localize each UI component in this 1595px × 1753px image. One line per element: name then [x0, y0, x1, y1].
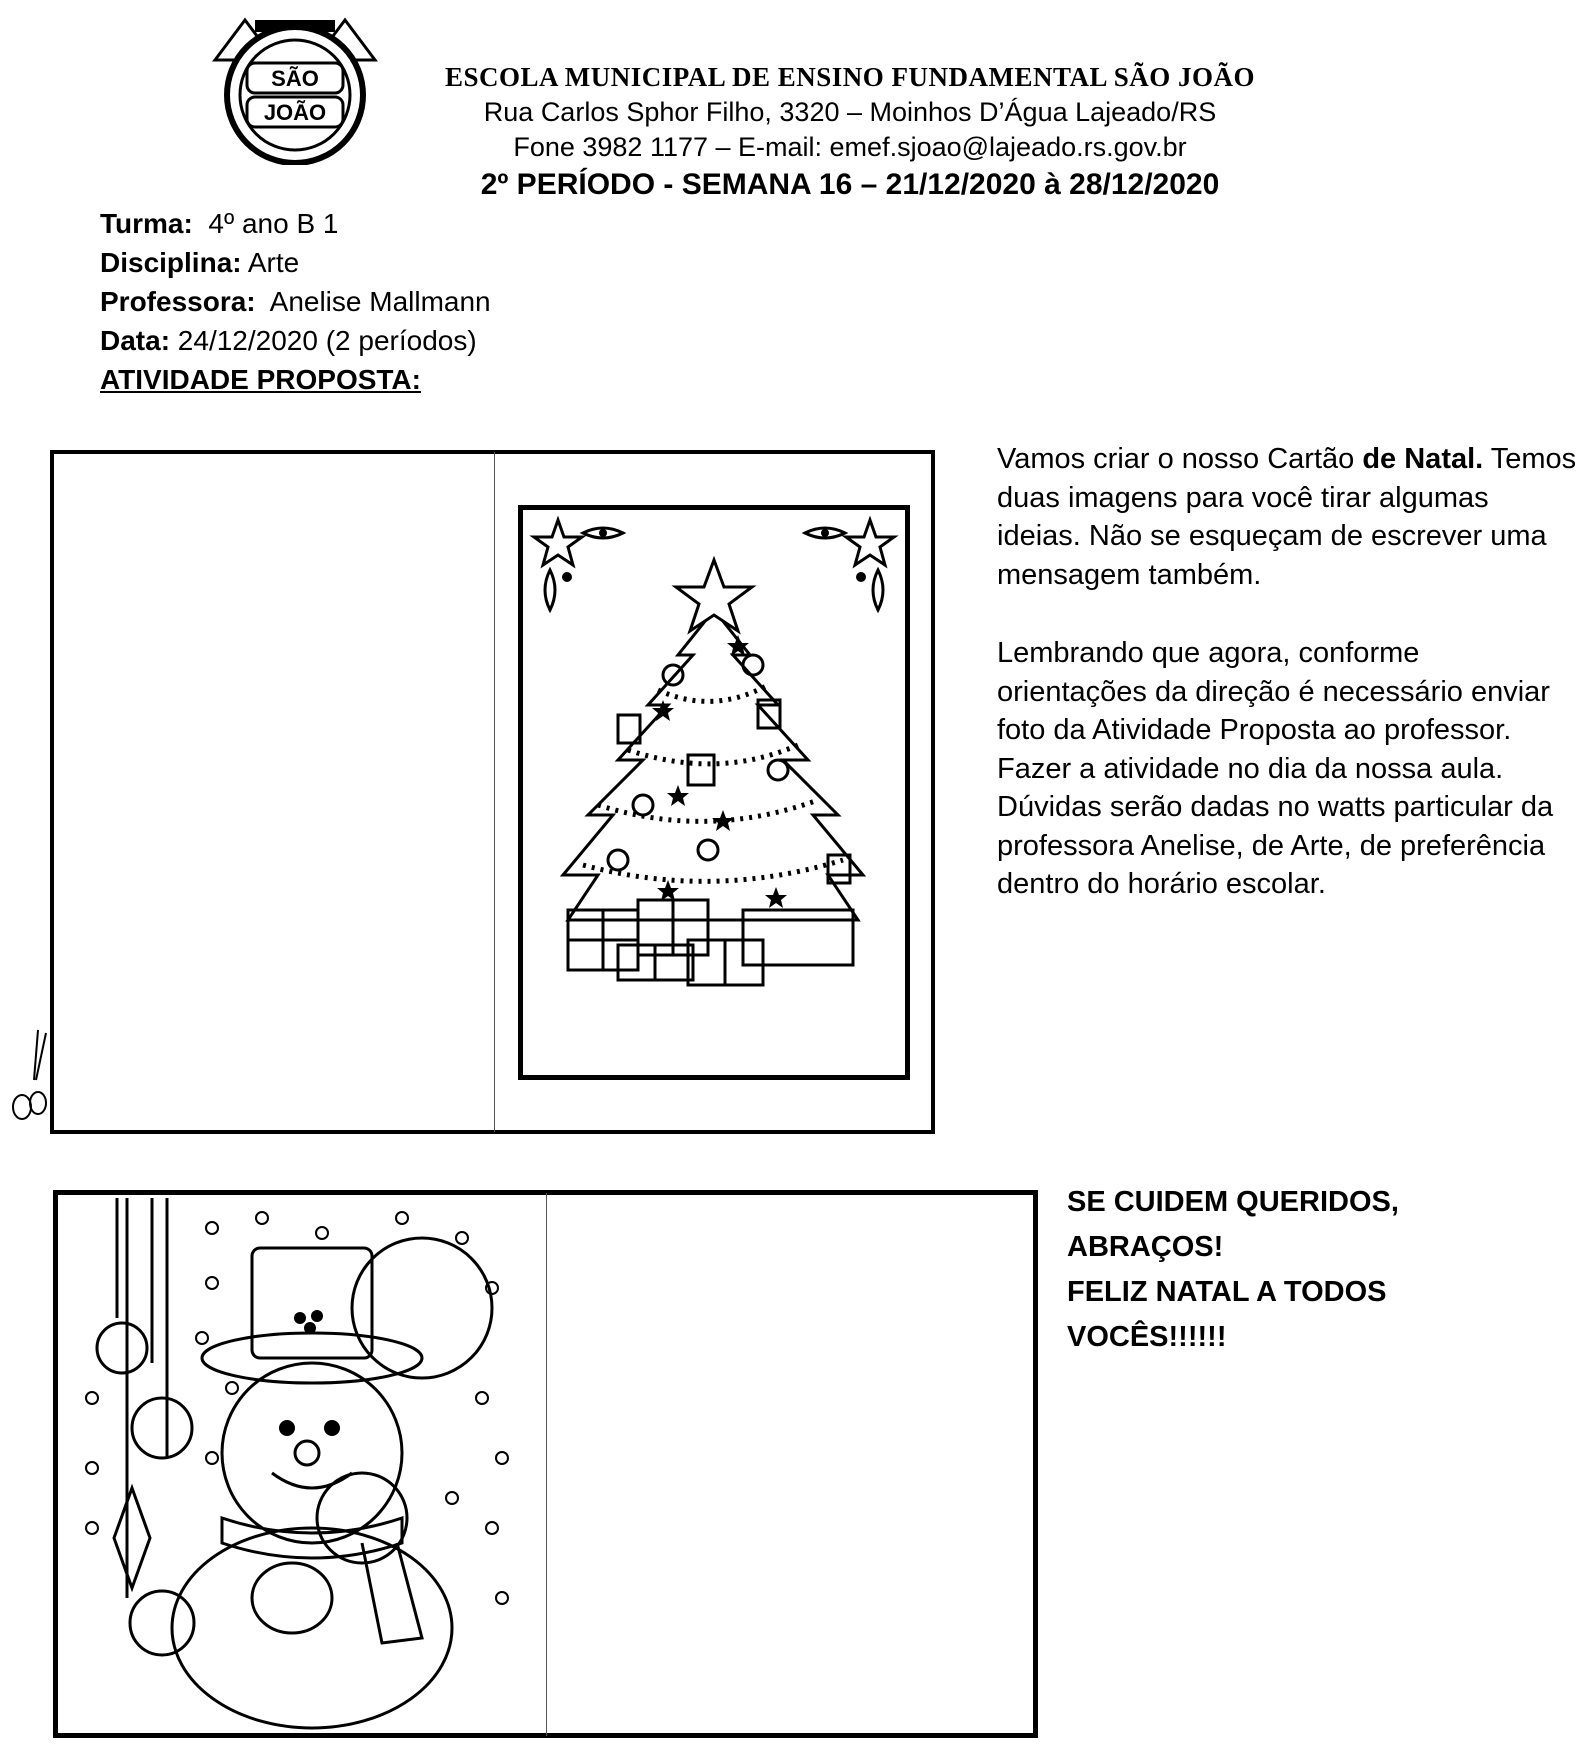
data-label: Data:: [100, 325, 171, 356]
closing-line-2: ABRAÇOS!: [1067, 1231, 1224, 1263]
instructions-paragraph-1: [997, 440, 1577, 594]
closing-line-4: VOCÊS!!!!!!: [1067, 1321, 1227, 1353]
snowman-illustration: [62, 1198, 542, 1733]
professora-label: Professora:: [100, 286, 256, 317]
christmas-tree-illustration: [528, 515, 900, 1070]
scissors-icon: [8, 1025, 53, 1125]
instructions-p1-rest: Temos duas imagens para você tirar algumas ideias. Não se esqueçam de escrever uma mensagem também.: [997, 443, 1577, 591]
info-disciplina: [100, 244, 299, 282]
turma-label: Turma:: [100, 208, 193, 239]
instructions-p1-start: Vamos criar o nosso Cartão: [997, 443, 1363, 475]
closing-line-1: SE CUIDEM QUERIDOS,: [1067, 1186, 1399, 1218]
school-contact: Fone 3982 1177 – E-mail: emef.sjoao@lajeado.rs.gov.br: [513, 132, 1187, 162]
turma-value: 4º ano B 1: [208, 208, 339, 239]
card-fold-line: [546, 1193, 547, 1736]
info-data: [100, 322, 477, 360]
school-name: ESCOLA MUNICIPAL DE ENSINO FUNDAMENTAL SÃO JOÃO: [444, 62, 1256, 92]
school-logo: [205, 15, 385, 165]
data-value: 24/12/2020 (2 períodos): [177, 325, 477, 356]
professora-value: Anelise Mallmann: [269, 286, 491, 317]
school-address: Rua Carlos Sphor Filho, 3320 – Moinhos D’Água Lajeado/RS: [483, 97, 1217, 127]
card-fold-line: [494, 452, 495, 1132]
disciplina-value: Arte: [247, 247, 300, 278]
period-heading: 2º PERÍODO - SEMANA 16 – 21/12/2020 à 28/12/2020: [480, 168, 1220, 201]
logo-text-sao: SÃO: [271, 66, 319, 91]
disciplina-label: Disciplina:: [100, 247, 242, 278]
logo-text-joao: JOÃO: [263, 100, 327, 125]
closing-line-3: FELIZ NATAL A TODOS: [1067, 1276, 1387, 1308]
info-professora: [100, 283, 491, 321]
closing-message: [1067, 1180, 1567, 1360]
instructions-p1-bold: de Natal.: [1362, 443, 1484, 475]
instructions-paragraph-2: Lembrando que agora, conforme orientações da direção é necessário enviar foto da Atividade Proposta ao professor. Fazer a atividade no dia da nossa aula. Dúvidas serão dadas no watts particular da professora Anelise, de Arte, de preferência dentro do horário escolar.: [997, 637, 1554, 900]
info-turma: [100, 205, 339, 243]
activity-heading: ATIVIDADE PROPOSTA:: [100, 364, 421, 395]
